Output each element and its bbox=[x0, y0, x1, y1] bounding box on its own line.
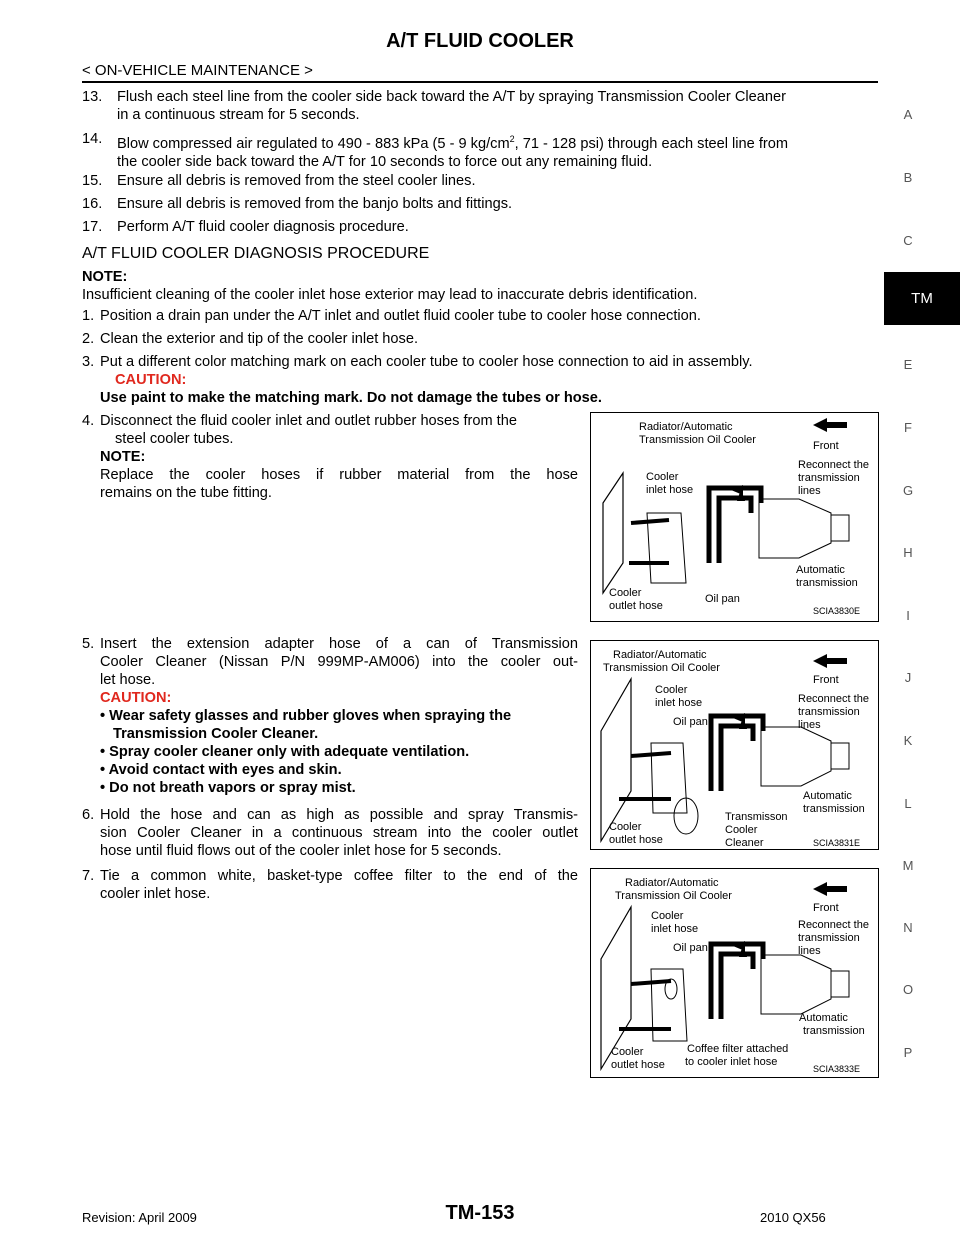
outlet-hose-label: outlet hose bbox=[609, 600, 663, 612]
reconnect-label: transmission bbox=[798, 706, 860, 718]
inlet-hose-label: Cooler bbox=[646, 471, 679, 483]
step-17 bbox=[82, 218, 409, 236]
sidebar-letter-k[interactable]: K bbox=[903, 733, 913, 748]
steel-line-shape bbox=[721, 954, 753, 1019]
transmission-output-shape bbox=[831, 743, 849, 769]
reconnect-label: transmission bbox=[798, 932, 860, 944]
step-text: Cooler Cleaner (Nissan P/N 999MP-AM006) into the cooler out- bbox=[100, 654, 578, 670]
step-text: steel cooler tubes. bbox=[115, 431, 234, 447]
sidebar-letter-l[interactable]: L bbox=[904, 796, 912, 811]
header-rule bbox=[82, 81, 878, 83]
automatic-label: transmission bbox=[803, 803, 865, 815]
radiator-shape bbox=[601, 679, 631, 841]
transmission-shape bbox=[761, 727, 831, 786]
coffee-filter-label: Coffee filter attached bbox=[687, 1043, 789, 1055]
step-5 bbox=[82, 635, 578, 797]
step-text: in a continuous stream for 5 seconds. bbox=[117, 107, 360, 123]
caution-bullet: • Spray cooler cleaner only with adequate ventilation. bbox=[100, 744, 470, 760]
step-number: 16. bbox=[82, 196, 103, 212]
automatic-label: transmission bbox=[796, 577, 858, 589]
radiator-label: Transmission Oil Cooler bbox=[603, 662, 720, 674]
step-13 bbox=[82, 88, 878, 124]
sidebar-letter-f[interactable]: F bbox=[904, 420, 912, 435]
step-2 bbox=[82, 330, 418, 348]
step-text: Clean the exterior and tip of the cooler inlet hose. bbox=[100, 331, 419, 347]
step-3 bbox=[82, 353, 753, 407]
note-label: NOTE: bbox=[100, 449, 146, 465]
automatic-label: Automatic bbox=[796, 564, 845, 576]
note-text: remains on the tube fitting. bbox=[100, 485, 272, 501]
figure-id: SCIA3833E bbox=[813, 1064, 861, 1074]
step-number: 1. bbox=[82, 308, 95, 324]
front-label: Front bbox=[813, 440, 839, 452]
front-arrow-icon bbox=[813, 418, 827, 432]
step-number: 5. bbox=[82, 636, 95, 652]
outlet-hose-label: outlet hose bbox=[611, 1059, 665, 1071]
step-text: Ensure all debris is removed from the banjo bolts and fittings. bbox=[117, 196, 513, 212]
superscript: 2 bbox=[509, 134, 515, 144]
sidebar-letter-a[interactable]: A bbox=[903, 107, 913, 122]
outlet-hose-label: outlet hose bbox=[609, 834, 663, 846]
figure-scia3830e bbox=[590, 412, 879, 622]
radiator-label: Radiator/Automatic bbox=[639, 421, 733, 433]
step-text: hose until fluid flows out of the cooler inlet hose for 5 seconds. bbox=[100, 843, 502, 859]
step-number: 3. bbox=[82, 354, 95, 370]
caution-bullet: • Avoid contact with eyes and skin. bbox=[100, 762, 342, 778]
inlet-hose-label: Cooler bbox=[655, 684, 688, 696]
sidebar-letter-i[interactable]: I bbox=[906, 608, 910, 623]
caution-text: Use paint to make the matching mark. Do not damage the tubes or hose. bbox=[100, 390, 602, 406]
step-15 bbox=[82, 172, 476, 190]
reconnect-label: lines bbox=[798, 945, 821, 957]
reconnect-label: Reconnect the bbox=[798, 919, 869, 931]
front-label: Front bbox=[813, 674, 839, 686]
front-label: Front bbox=[813, 902, 839, 914]
automatic-label: Automatic bbox=[799, 1012, 848, 1024]
sidebar-letter-e[interactable]: E bbox=[903, 357, 913, 372]
note-text: Replace the cooler hoses if rubber material from the hose bbox=[100, 467, 578, 483]
transmission-shape bbox=[761, 955, 831, 1014]
sidebar-letter-g[interactable]: G bbox=[902, 483, 914, 498]
step-text: Insert the extension adapter hose of a can of Transmission bbox=[100, 636, 578, 652]
step-text: the cooler side back toward the A/T for 10 seconds to force out any remaining fluid. bbox=[117, 153, 653, 170]
sidebar-letter-c[interactable]: C bbox=[903, 233, 913, 248]
transmission-output-shape bbox=[831, 971, 849, 997]
section-heading: A/T FLUID COOLER DIAGNOSIS PROCEDURE bbox=[82, 245, 430, 262]
automatic-label: transmission bbox=[803, 1025, 865, 1037]
radiator-shape bbox=[601, 907, 631, 1069]
step-number: 17. bbox=[82, 219, 103, 235]
figure-scia3833e bbox=[590, 868, 879, 1078]
sidebar-letter-j[interactable]: J bbox=[904, 670, 912, 685]
step-text: Put a different color matching mark on each cooler tube to cooler hose connection to aid in assembly. bbox=[100, 354, 753, 370]
oil-pan-label: Oil pan bbox=[705, 593, 740, 605]
note-label: NOTE: bbox=[82, 269, 128, 285]
sidebar-tab-tm-active[interactable]: TM bbox=[884, 272, 960, 325]
footer-model: 2010 QX56 bbox=[760, 1210, 826, 1225]
oil-pan-label: Oil pan bbox=[673, 716, 708, 728]
step-number: 6. bbox=[82, 807, 95, 823]
step-7 bbox=[82, 867, 578, 903]
page-title: A/T FLUID COOLER bbox=[386, 30, 574, 52]
reconnect-label: lines bbox=[798, 485, 821, 497]
step-text: Flush each steel line from the cooler side back toward the A/T by spraying Transmission Cooler Cleaner bbox=[117, 89, 786, 105]
step-number: 13. bbox=[82, 89, 103, 105]
step-number: 2. bbox=[82, 331, 95, 347]
sidebar-letter-b[interactable]: B bbox=[903, 170, 913, 185]
section-note bbox=[82, 268, 697, 304]
sidebar-letter-o[interactable]: O bbox=[902, 982, 914, 997]
automatic-label: Automatic bbox=[803, 790, 852, 802]
front-arrow-icon bbox=[813, 882, 827, 896]
outlet-hose-label: Cooler bbox=[611, 1046, 644, 1058]
figure-id: SCIA3830E bbox=[813, 606, 861, 616]
caution-label: CAUTION: bbox=[115, 372, 187, 388]
step-6 bbox=[82, 806, 578, 860]
oil-pan-label: Oil pan bbox=[673, 942, 708, 954]
radiator-shape bbox=[603, 473, 623, 593]
steel-line-shape bbox=[721, 726, 753, 791]
reconnect-label: Reconnect the bbox=[798, 693, 869, 705]
sidebar-letter-p[interactable]: P bbox=[903, 1045, 913, 1060]
caution-bullet: Transmission Cooler Cleaner. bbox=[113, 726, 319, 742]
page-subtitle: < ON-VEHICLE MAINTENANCE > bbox=[82, 62, 313, 79]
step-1 bbox=[82, 307, 701, 325]
caution-label: CAUTION: bbox=[100, 690, 172, 706]
inlet-hose-shape bbox=[631, 520, 669, 523]
inlet-hose-label: inlet hose bbox=[646, 484, 694, 496]
cleaner-label: Transmisson bbox=[725, 811, 788, 823]
step-text: Perform A/T fluid cooler diagnosis procedure. bbox=[117, 219, 409, 235]
coffee-filter-label: to cooler inlet hose bbox=[685, 1056, 778, 1068]
step-16 bbox=[82, 195, 512, 213]
reconnect-label: transmission bbox=[798, 472, 860, 484]
oil-pan-shape bbox=[647, 513, 686, 583]
cleaner-label: Cooler bbox=[725, 824, 758, 836]
inlet-hose-label: inlet hose bbox=[655, 697, 703, 709]
reconnect-label: lines bbox=[798, 719, 821, 731]
sidebar-letter-m[interactable]: M bbox=[902, 858, 914, 873]
step-14 bbox=[82, 130, 878, 171]
figure-scia3831e bbox=[590, 640, 879, 850]
step-4 bbox=[82, 412, 578, 502]
outlet-hose-label: Cooler bbox=[609, 821, 642, 833]
front-arrow-icon bbox=[813, 654, 827, 668]
figure-id: SCIA3831E bbox=[813, 838, 861, 848]
cleaner-label: Cleaner bbox=[725, 837, 764, 849]
step-number: 15. bbox=[82, 173, 103, 189]
radiator-label: Radiator/Automatic bbox=[613, 649, 707, 661]
step-text: let hose. bbox=[100, 672, 156, 688]
outlet-hose-label: Cooler bbox=[609, 587, 642, 599]
transmission-shape bbox=[759, 499, 831, 558]
step-number: 14. bbox=[82, 131, 103, 147]
footer-revision: Revision: April 2009 bbox=[82, 1210, 197, 1225]
reconnect-label: Reconnect the bbox=[798, 459, 869, 471]
step-text: , 71 - 128 psi) through each steel line from bbox=[514, 135, 789, 152]
step-text: Disconnect the fluid cooler inlet and outlet rubber hoses from the bbox=[100, 413, 517, 429]
note-text: Insufficient cleaning of the cooler inlet hose exterior may lead to inaccurate debris identification. bbox=[82, 287, 698, 303]
footer-page-number: TM-153 bbox=[445, 1202, 515, 1224]
transmission-output-shape bbox=[831, 515, 849, 541]
caution-bullet: • Wear safety glasses and rubber gloves when spraying the bbox=[100, 708, 512, 724]
step-number: 7. bbox=[82, 868, 95, 884]
step-text: sion Cooler Cleaner in a continuous stream into the cooler outlet bbox=[100, 825, 578, 841]
caution-bullet: • Do not breath vapors or spray mist. bbox=[100, 780, 356, 796]
inlet-hose-label: Cooler bbox=[651, 910, 684, 922]
sidebar-letter-n[interactable]: N bbox=[903, 920, 913, 935]
step-text: Tie a common white, basket-type coffee filter to the end of the bbox=[100, 868, 578, 884]
steel-line-shape bbox=[719, 498, 751, 563]
radiator-label: Transmission Oil Cooler bbox=[615, 890, 732, 902]
step-text: Blow compressed air regulated to 490 - 883 kPa (5 - 9 kg/cm bbox=[117, 135, 510, 152]
step-number: 4. bbox=[82, 413, 95, 429]
step-text: Position a drain pan under the A/T inlet and outlet fluid cooler tube to cooler hose connection. bbox=[100, 308, 701, 324]
radiator-label: Transmission Oil Cooler bbox=[639, 434, 756, 446]
step-text: Hold the hose and can as high as possible and spray Transmis- bbox=[100, 807, 578, 823]
sidebar-letter-h[interactable]: H bbox=[903, 545, 913, 560]
inlet-hose-label: inlet hose bbox=[651, 923, 699, 935]
step-text: cooler inlet hose. bbox=[100, 886, 211, 902]
radiator-label: Radiator/Automatic bbox=[625, 877, 719, 889]
step-text: Ensure all debris is removed from the steel cooler lines. bbox=[117, 173, 476, 189]
